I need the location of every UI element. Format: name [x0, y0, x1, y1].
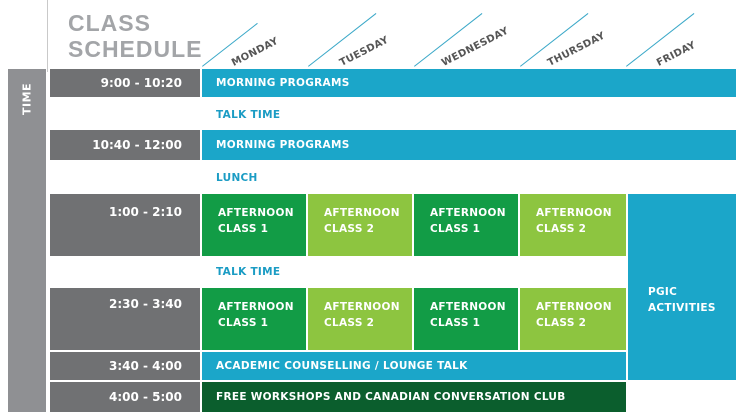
- time-slot-6: 4:00 - 5:00: [50, 382, 200, 412]
- talk-time-1: TALK TIME: [202, 99, 736, 130]
- afternoon-class-cell: AFTERNOON CLASS 2: [520, 288, 626, 350]
- afternoon-class-cell: AFTERNOON CLASS 2: [520, 194, 626, 256]
- morning-programs-2: MORNING PROGRAMS: [202, 130, 736, 160]
- title-line-2: SCHEDULE: [68, 36, 203, 62]
- time-slot-4: 2:30 - 3:40: [50, 288, 200, 350]
- afternoon-class-cell: AFTERNOON CLASS 2: [308, 194, 412, 256]
- time-slot-1: 9:00 - 10:20: [50, 69, 200, 97]
- academic-counselling-row: ACADEMIC COUNSELLING / LOUNGE TALK: [202, 352, 626, 380]
- day-thursday: THURSDAY: [546, 30, 608, 69]
- morning-programs-1: MORNING PROGRAMS: [202, 69, 736, 97]
- time-slot-3: 1:00 - 2:10: [50, 194, 200, 256]
- time-slot-5: 3:40 - 4:00: [50, 352, 200, 380]
- time-axis-label: TIME: [20, 82, 34, 116]
- afternoon-class-cell: AFTERNOON CLASS 1: [202, 288, 306, 350]
- day-wednesday: WEDNESDAY: [440, 25, 511, 69]
- afternoon-class-cell: AFTERNOON CLASS 1: [414, 288, 518, 350]
- talk-time-2: TALK TIME: [202, 256, 626, 288]
- day-monday: MONDAY: [230, 35, 281, 69]
- afternoon-class-cell: AFTERNOON CLASS 2: [308, 288, 412, 350]
- afternoon-class-cell: AFTERNOON CLASS 1: [202, 194, 306, 256]
- afternoon-class-cell: AFTERNOON CLASS 1: [414, 194, 518, 256]
- lunch-row: LUNCH: [202, 162, 736, 193]
- title-line-1: CLASS: [68, 10, 151, 36]
- schedule-title: [68, 10, 203, 62]
- header-divider: [47, 0, 48, 72]
- free-workshops-row: FREE WORKSHOPS AND CANADIAN CONVERSATION CLUB: [202, 382, 626, 412]
- time-slot-2: 10:40 - 12:00: [50, 130, 200, 160]
- day-tuesday: TUESDAY: [338, 34, 391, 69]
- pgic-activities: PGIC ACTIVITIES: [628, 194, 736, 380]
- day-friday: FRIDAY: [655, 39, 698, 69]
